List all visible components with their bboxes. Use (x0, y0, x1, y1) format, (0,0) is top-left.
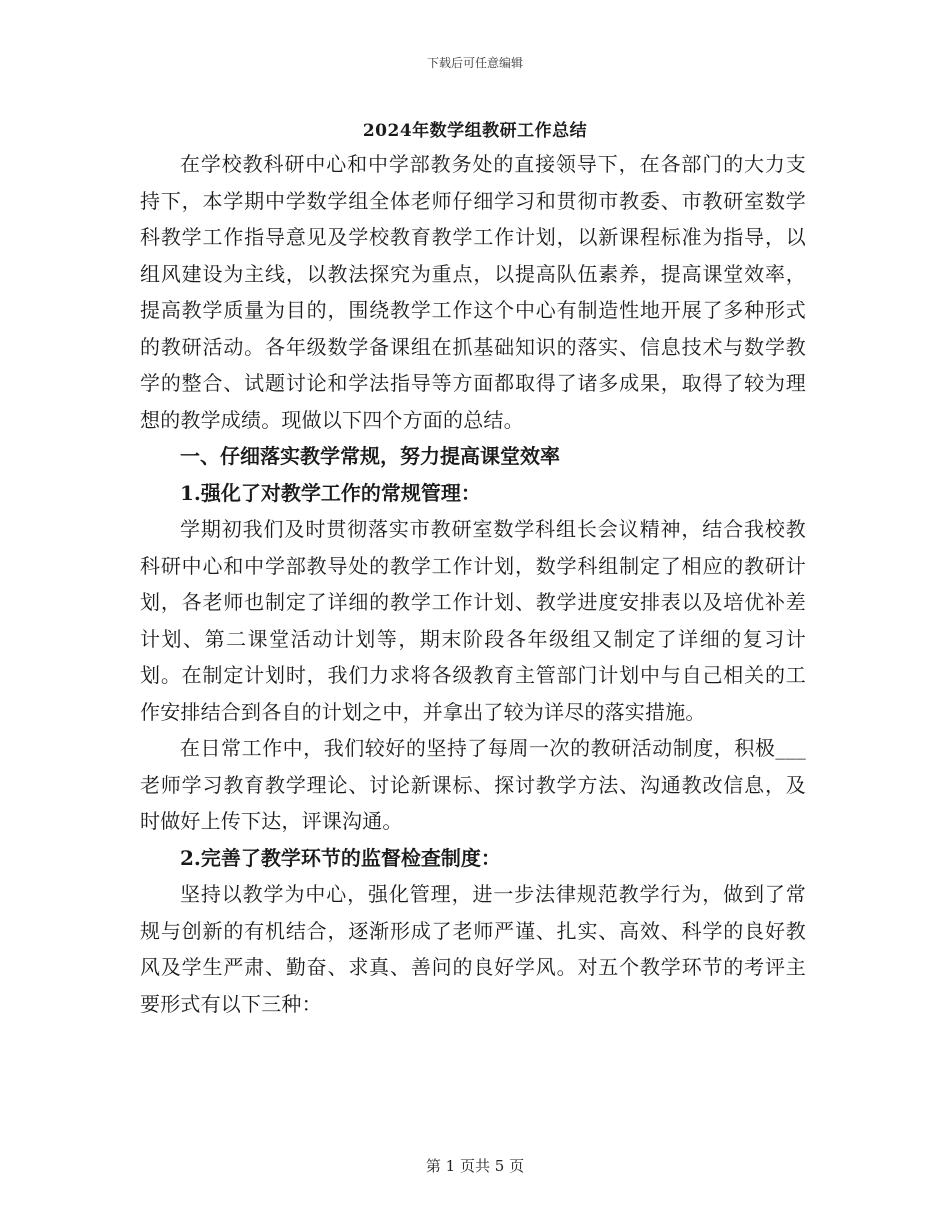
subsection-heading-1: 1.强化了对教学工作的常规管理： (180, 480, 481, 505)
intro-paragraph: 在学校教科研中心和中学部教务处的直接领导下，在各部门的大力支持下，本学期中学数学组全体老师仔细学习和贯彻市教委、市教研室数学科教学工作指导意见及学校教育教学工作计划，以新课程标准为指导，以组风建设为主线，以教法探究为重点，以提高队伍素养，提高课堂效率，提高教学质量为目的，围绕教学工作这个中心有制造性地开展了多种形式的教研活动。各年级数学备课组在抓基础知识的落实、信息技术与数学教学的整合、试题讨论和学法指导等方面都取得了诸多成果，取得了较为理想的教学成绩。现做以下四个方面的总结。 (140, 152, 806, 432)
header-note: 下载后可任意编辑 (426, 56, 523, 70)
subsection-2-paragraph-1: 坚持以教学为中心，强化管理，进一步法律规范教学行为，做到了常规与创新的有机结合，逐渐形成了老师严谨、扎实、高效、科学的良好教风及学生严肃、勤奋、求真、善问的良好学风。对五个教学环节的考评主要形式有以下三种： (140, 882, 806, 1016)
document-title: 2024年数学组教研工作总结 (362, 121, 588, 141)
subsection-1-paragraph-1: 学期初我们及时贯彻落实市教研室数学科组长会议精神，结合我校教科研中心和中学部教导处的教学工作计划，数学科组制定了相应的教研计划，各老师也制定了详细的教学工作计划、教学进度安排表以及培优补差计划、第二课堂活动计划等，期末阶段各年级组又制定了详细的复习计划。在制定计划时，我们力求将各级教育主管部门计划中与自己相关的工作安排结合到各自的计划之中，并拿出了较为详尽的落实措施。 (140, 517, 806, 724)
subsection-heading-2: 2.完善了教学环节的监督检查制度： (180, 845, 501, 870)
page-number: 第 1 页共 5 页 (425, 1157, 525, 1175)
subsection-1-paragraph-2: 在日常工作中，我们较好的坚持了每周一次的教研活动制度，积极___老师学习教育教学理论、讨论新课标、探讨教学方法、沟通教改信息，及时做好上传下达，评课沟通。 (140, 736, 806, 833)
document-body (140, 146, 806, 1022)
section-heading-1: 一、仔细落实教学常规，努力提高课堂效率 (180, 444, 560, 468)
